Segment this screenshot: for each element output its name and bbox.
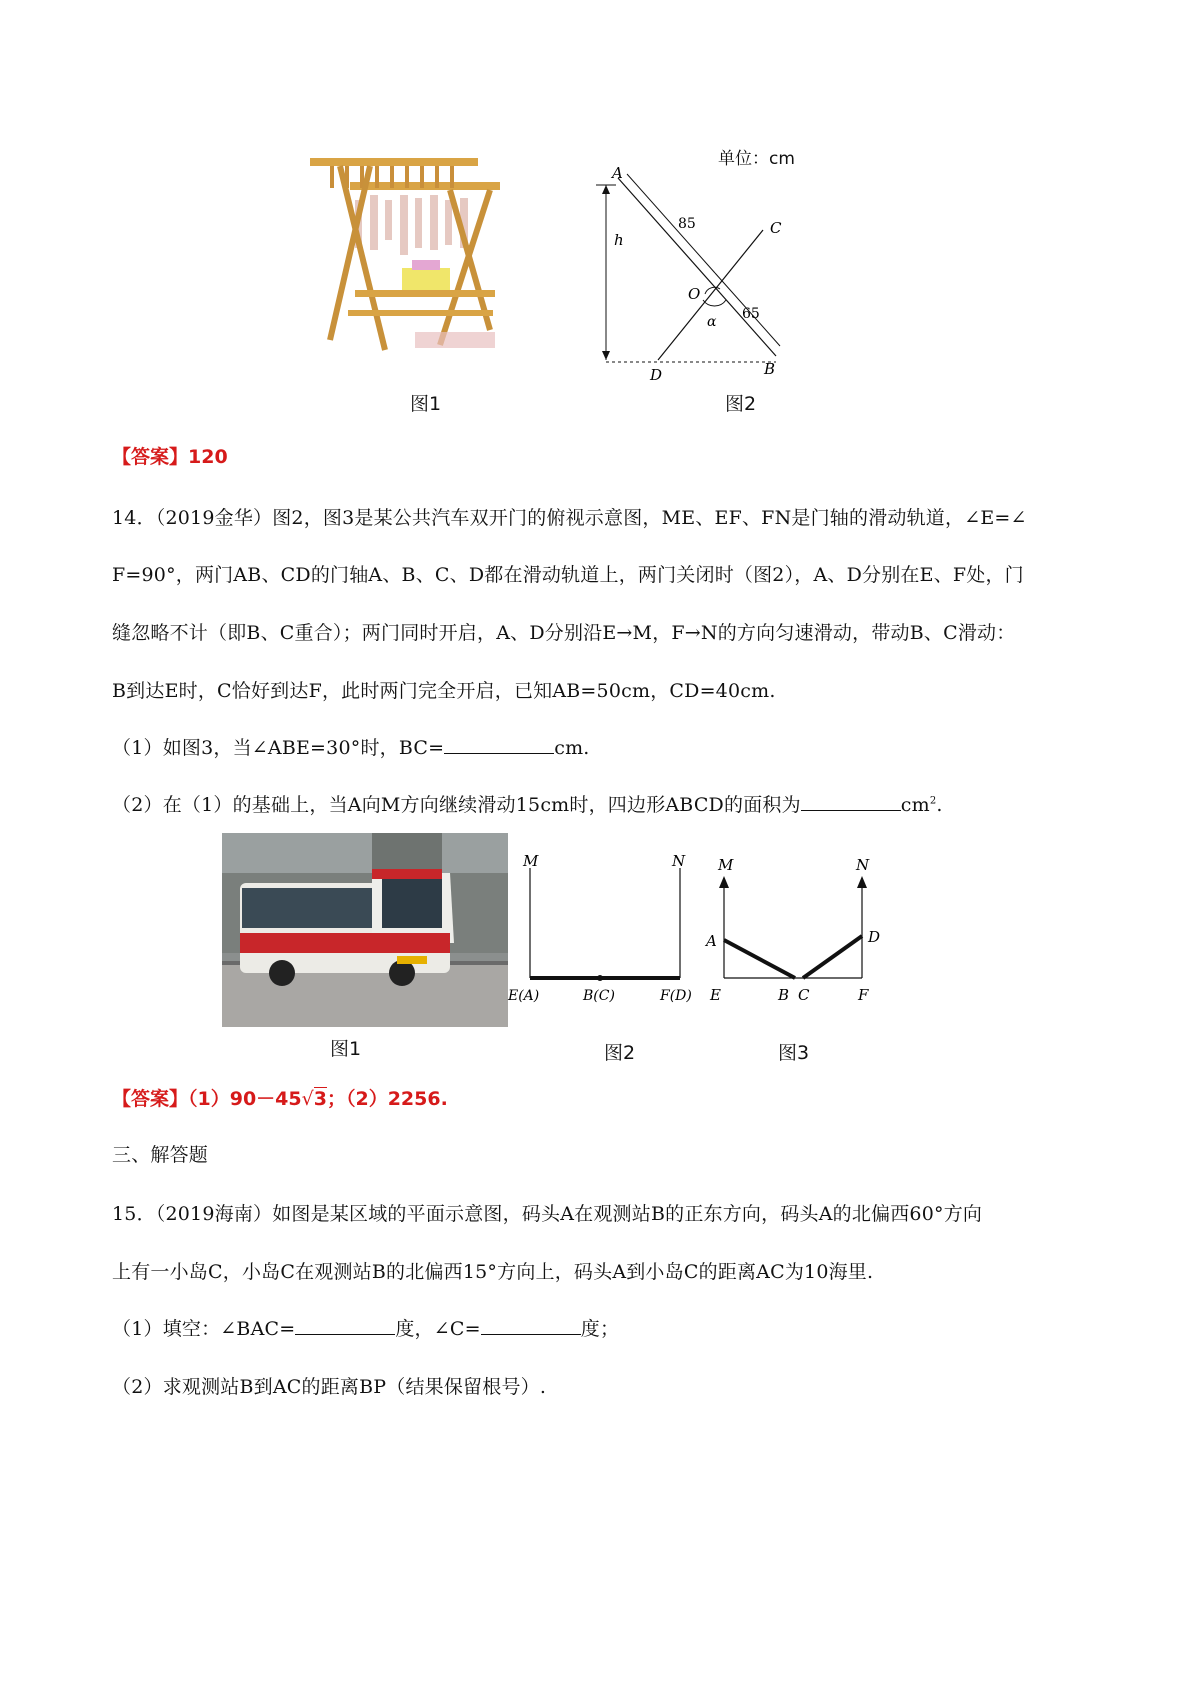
q13-fig1-caption: 图1 (410, 393, 442, 415)
q13-fig2-caption: 图2 (725, 393, 757, 415)
label-BC: B(C) (583, 988, 615, 1004)
label-D: D (650, 366, 663, 384)
label-65: 65 (742, 306, 760, 322)
q14-part2 (112, 790, 943, 817)
q14-part1-blank[interactable] (444, 737, 554, 754)
q13-geometry-diagram (590, 160, 810, 385)
label-O: O (688, 285, 701, 303)
q14-part1-prefix: （1）如图3，当∠ABE=30°时，BC= (112, 737, 445, 759)
q14-part2-sup: 2 (929, 795, 937, 807)
loom-photo (300, 150, 520, 365)
q14-fig1-caption: 图1 (330, 1038, 362, 1060)
q15-part1-b: 度，∠C= (395, 1318, 481, 1340)
answer-part1: （1）90－45 (188, 1088, 302, 1110)
q14-answer (112, 1084, 448, 1111)
q13-answer (112, 442, 228, 469)
answer-sqrt-sign: √ (301, 1088, 314, 1110)
q14-part1 (112, 733, 590, 760)
section3-heading: 三、解答题 (112, 1144, 209, 1166)
q14-part2-blank[interactable] (801, 794, 901, 811)
q15-line2: 上有一小岛C，小岛C在观测站B的北偏西15°方向上，码头A到小岛C的距离AC为10海里. (112, 1261, 874, 1283)
q14-fig2-diagram (505, 848, 715, 1018)
bus-photo (222, 833, 508, 1027)
label3-F: F (858, 986, 869, 1004)
q15-c-blank[interactable] (481, 1318, 581, 1335)
label3-E: E (710, 986, 721, 1004)
label3-B: B (778, 986, 790, 1004)
label-EA: E(A) (508, 988, 540, 1004)
q14-fig3-caption: 图3 (778, 1042, 810, 1064)
answer-tag: 【答案】 (112, 1088, 189, 1110)
label3-A: A (706, 932, 717, 950)
q14-part2-suffix: cm (900, 794, 930, 816)
label3-M: M (718, 856, 734, 874)
q14-part2-prefix: （2）在（1）的基础上，当A向M方向继续滑动15cm时，四边形ABCD的面积为 (112, 794, 801, 816)
q15-part1 (112, 1314, 619, 1341)
q14-part1-suffix: cm. (554, 737, 590, 759)
label-B: B (764, 360, 776, 378)
label-A: A (612, 164, 623, 182)
label3-C: C (798, 986, 810, 1004)
q15-part1-c: 度； (580, 1318, 620, 1340)
label-C: C (770, 219, 782, 237)
label3-D: D (868, 928, 881, 946)
q14-fig3-diagram (700, 848, 890, 1018)
q14-line2: F=90°，两门AB、CD的门轴A、B、C、D都在滑动轨道上，两门关闭时（图2），A、D分别在E、F处，门 (112, 564, 1024, 586)
answer-tag: 【答案】 (112, 446, 189, 468)
q13-fig2-unit: 单位：cm (718, 149, 795, 169)
answer-part2: ；（2）2256. (326, 1088, 448, 1110)
q14-fig2-caption: 图2 (604, 1042, 636, 1064)
q15-line1: 15．（2019海南）如图是某区域的平面示意图，码头A在观测站B的正东方向，码头A的北偏西60°方向 (112, 1203, 983, 1225)
q15-part2: （2）求观测站B到AC的距离BP（结果保留根号）. (112, 1376, 547, 1398)
label-85: 85 (678, 216, 696, 232)
q14-line4: B到达E时，C恰好到达F，此时两门完全开启，已知AB=50cm，CD=40cm. (112, 680, 776, 702)
q15-bac-blank[interactable] (295, 1318, 395, 1335)
q14-line1: 14．（2019金华）图2，图3是某公共汽车双开门的俯视示意图，ME、EF、FN是门轴的滑动轨道，∠E=∠ (112, 507, 1027, 529)
label-N: N (672, 852, 686, 870)
label-h: h (614, 231, 624, 249)
q15-part1-a: （1）填空：∠BAC= (112, 1318, 296, 1340)
label-alpha: α (707, 314, 717, 330)
answer-sqrt-value: 3 (313, 1088, 327, 1110)
answer-value: 120 (188, 446, 228, 468)
q14-part2-end: . (936, 794, 943, 816)
label-M: M (523, 852, 539, 870)
label3-N: N (856, 856, 870, 874)
label-FD: F(D) (660, 988, 692, 1004)
q14-line3: 缝忽略不计（即B、C重合）；两门同时开启，A、D分别沿E→M，F→N的方向匀速滑动，带动B、C滑动： (112, 622, 1016, 644)
